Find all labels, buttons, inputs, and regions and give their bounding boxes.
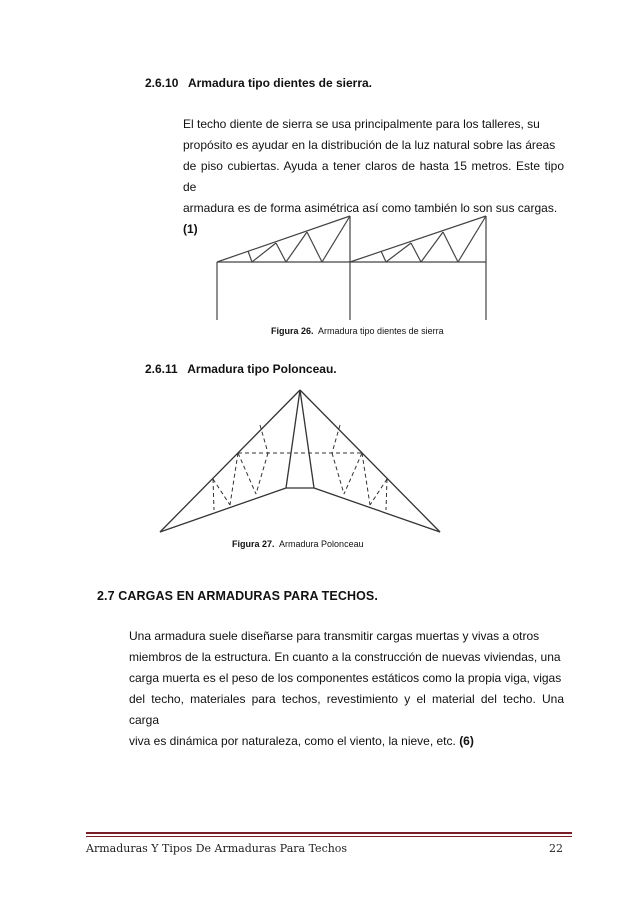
figure-caption-text: Armadura tipo dientes de sierra	[318, 326, 444, 336]
figure-27-caption	[232, 539, 364, 549]
page-number: 22	[549, 842, 563, 855]
paragraph-line: Una armadura suele diseñarse para transmitir cargas muertas y vivas a otros	[129, 629, 540, 643]
section-number: 2.6.11	[145, 362, 178, 376]
footer-rule-thin	[86, 836, 572, 837]
section-heading-2-6-10	[145, 76, 372, 90]
paragraph-line: miembros de la estructura. En cuanto a la construcción de nuevas viviendas, una	[129, 650, 561, 664]
section-number: 2.6.10	[145, 76, 179, 90]
figure-26-caption	[271, 326, 444, 336]
paragraph-line: El techo diente de sierra se usa principalmente para los talleres, su	[183, 117, 540, 131]
paragraph-line: de piso cubiertas. Ayuda a tener claros de hasta 15 metros. Este tipo de	[183, 159, 564, 194]
footer-title: Armaduras Y Tipos De Armaduras Para Techos	[86, 842, 348, 855]
paragraph-last-line	[129, 731, 564, 752]
paragraph-line: viva es dinámica por naturaleza, como el viento, la nieve, etc.	[129, 734, 456, 748]
paragraph-line: armadura es de forma asimétrica así como también lo son sus cargas.	[183, 201, 558, 215]
footer-rule	[86, 832, 572, 834]
section-heading-2-6-11	[145, 362, 337, 376]
figure-label: Figura 26.	[271, 326, 314, 336]
paragraph-line: del techo, materiales para techos, revestimiento y el material del techo. Una carga	[129, 692, 564, 727]
section-title: Armadura tipo dientes de sierra.	[187, 76, 372, 90]
reference-marker: (6)	[459, 734, 474, 748]
figure-caption-text: Armadura Polonceau	[279, 539, 364, 549]
sawtooth-truss-diagram	[200, 210, 500, 322]
paragraph-2-7	[129, 626, 564, 752]
polonceau-truss-diagram	[150, 385, 450, 537]
section-title: Armadura tipo Polonceau.	[187, 362, 337, 376]
figure-label: Figura 27.	[232, 539, 275, 549]
section-heading-2-7: 2.7 CARGAS EN ARMADURAS PARA TECHOS.	[97, 589, 378, 603]
reference-marker: (1)	[183, 222, 198, 236]
paragraph-line: carga muerta es el peso de los componentes estáticos como la propia viga, vigas	[129, 671, 562, 685]
paragraph-line: propósito es ayudar en la distribución de la luz natural sobre las áreas	[183, 138, 556, 152]
